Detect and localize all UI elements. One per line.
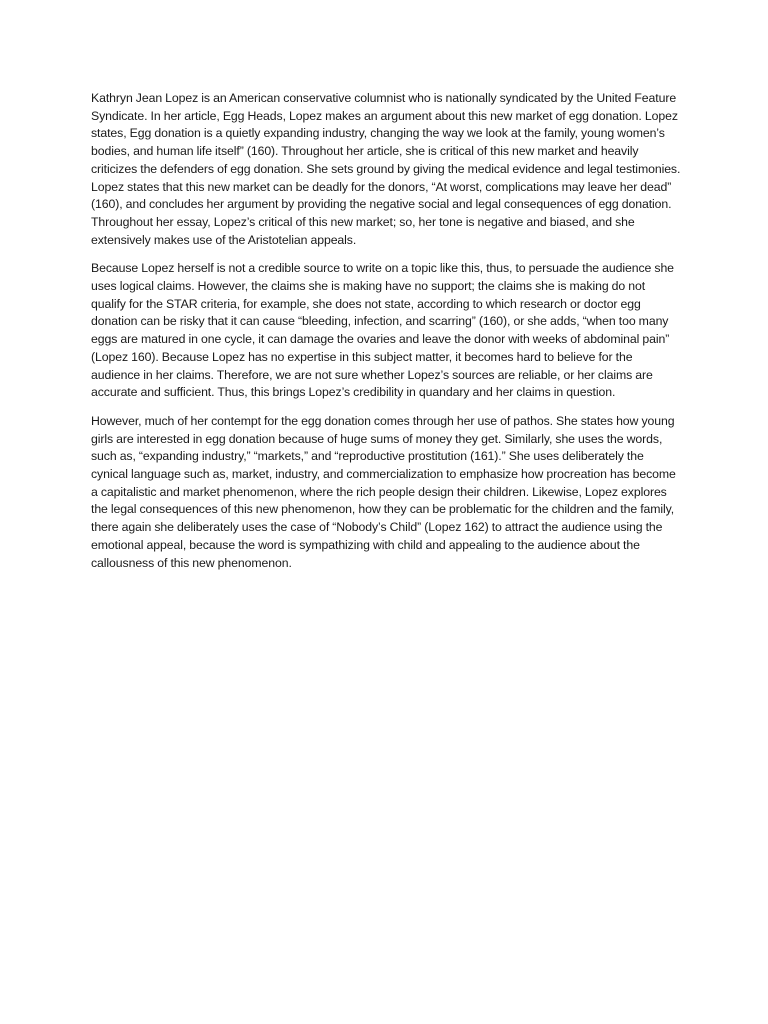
paragraph-3: However, much of her contempt for the egg donation comes through her use of pathos. She states how young girls are interested in egg donation because of huge sums of money they get. Similarly, she uses the words, such as, “expanding industry,” “markets,” and “reproductive prostitution (161).” She uses deliberately the cynical language such as, market, industry, and commercialization to emphasize how procreation has become a capitalistic and market phenomenon, where the rich people design their children. Likewise, Lopez explores the legal consequences of this new phenomenon, how they can be problematic for the children and the family, there again she deliberately uses the case of “Nobody’s Child” (Lopez 162) to attract the audience using the emotional appeal, because the word is sympathizing with child and appealing to the audience about the callousness of this new phenomenon. bbox=[91, 413, 676, 570]
paragraph-2: Because Lopez herself is not a credible source to write on a topic like this, thus, to persuade the audience she uses logical claims. However, the claims she is making have no support; the claims she is making do not qualify for the STAR criteria, for example, she does not state, according to which research or doctor egg donation can be risky that it can cause “bleeding, infection, and scarring” (160), or she adds, “when too many eggs are matured in one cycle, it can damage the ovaries and leave the donor with weeks of abdominal pain” (Lopez 160). Because Lopez has no expertise in this subject matter, it becomes hard to believe for the audience in her claims. Therefore, we are not sure whether Lopez’s sources are reliable, or her claims are accurate and sufficient. Thus, this brings Lopez’s credibility in quandary and her claims in question. bbox=[91, 261, 674, 400]
paragraph-1: Kathryn Jean Lopez is an American conservative columnist who is nationally syndicated by the United Feature Syndicate. In her article, Egg Heads, Lopez makes an argument about this new market of egg donation. Lopez states, Egg donation is a quietly expanding industry, changing the way we look at the family, young women’s bodies, and human life itself” (160). Throughout her article, she is critical of this new market and heavily criticizes the defenders of egg donation. She sets ground by giving the medical evidence and legal testimonies. Lopez states that this new market can be deadly for the donors, “At worst, complications may leave her dead” (160), and concludes her argument by providing the negative social and legal consequences of egg donation. Throughout her essay, Lopez’s critical of this new market; so, her tone is negative and biased, and she extensively makes use of the Aristotelian appeals. bbox=[91, 91, 681, 247]
document-body bbox=[91, 90, 681, 583]
